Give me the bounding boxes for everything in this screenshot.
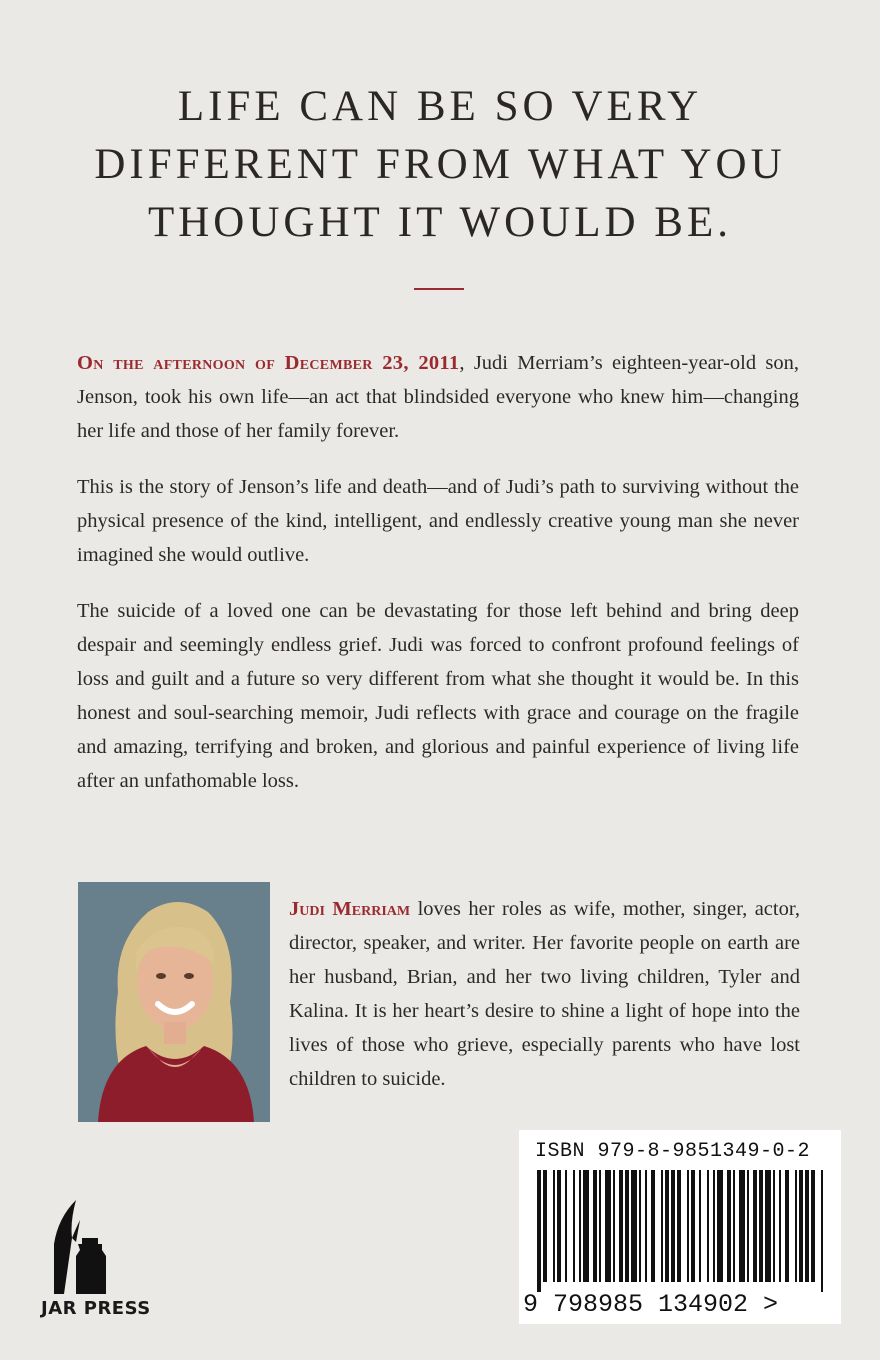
paragraph-1	[77, 346, 799, 448]
paragraph-1-text: , Judi Merriam’s eighteen-year-old son, Jenson, took his own life—an act that blindsided everyone who knew him—changing her life and those of her family forever.	[77, 352, 799, 442]
paragraph-3: The suicide of a loved one can be devastating for those left behind and bring deep despair and seemingly endless grief. Judi was forced to confront profound feelings of loss and guilt and a future so very different from what she thought it would be. In this honest and soul-searching memoir, Judi reflects with grace and courage on the fragile and amazing, terrifying and broken, and glorious and painful experience of living life after an unfathomable loss.	[77, 600, 799, 792]
isbn-label: ISBN 979-8-9851349-0-2	[535, 1140, 811, 1163]
author-bio-text: loves her roles as wife, mother, singer, actor, director, speaker, and writer. Her favorite people on earth are her husband, Brian, and her two living children, Tyler and Kalina. It is her heart’s desire to shine a light of hope into the lives of those who grieve, especially parents who have lost children to suicide.	[289, 898, 800, 1090]
description	[77, 346, 799, 820]
barcode-digits: 9 798985 134902 >	[523, 1290, 779, 1319]
paragraph-1-lead: On the afternoon of December 23, 2011	[77, 352, 460, 374]
barcode-bars	[537, 1170, 825, 1292]
author-photo	[78, 882, 270, 1122]
publisher-name: JAR PRESS	[41, 1298, 151, 1319]
publisher-logo	[50, 1198, 110, 1299]
author-name: Judi Merriam	[289, 898, 411, 920]
headline-line-3: THOUGHT IT WOULD BE.	[147, 199, 732, 246]
headline-line-1: LIFE CAN BE SO VERY	[177, 83, 703, 130]
author-bio	[289, 892, 800, 1096]
quill-ink-jar-icon	[50, 1198, 110, 1294]
barcode	[519, 1130, 841, 1324]
author-portrait-illustration	[78, 882, 270, 1122]
headline	[60, 78, 820, 252]
divider-rule	[414, 288, 464, 290]
paragraph-2: This is the story of Jenson’s life and death—and of Judi’s path to surviving without the physical presence of the kind, intelligent, and endlessly creative young man she never imagined she would outlive.	[77, 476, 799, 566]
headline-line-2: DIFFERENT FROM WHAT YOU	[94, 141, 786, 188]
